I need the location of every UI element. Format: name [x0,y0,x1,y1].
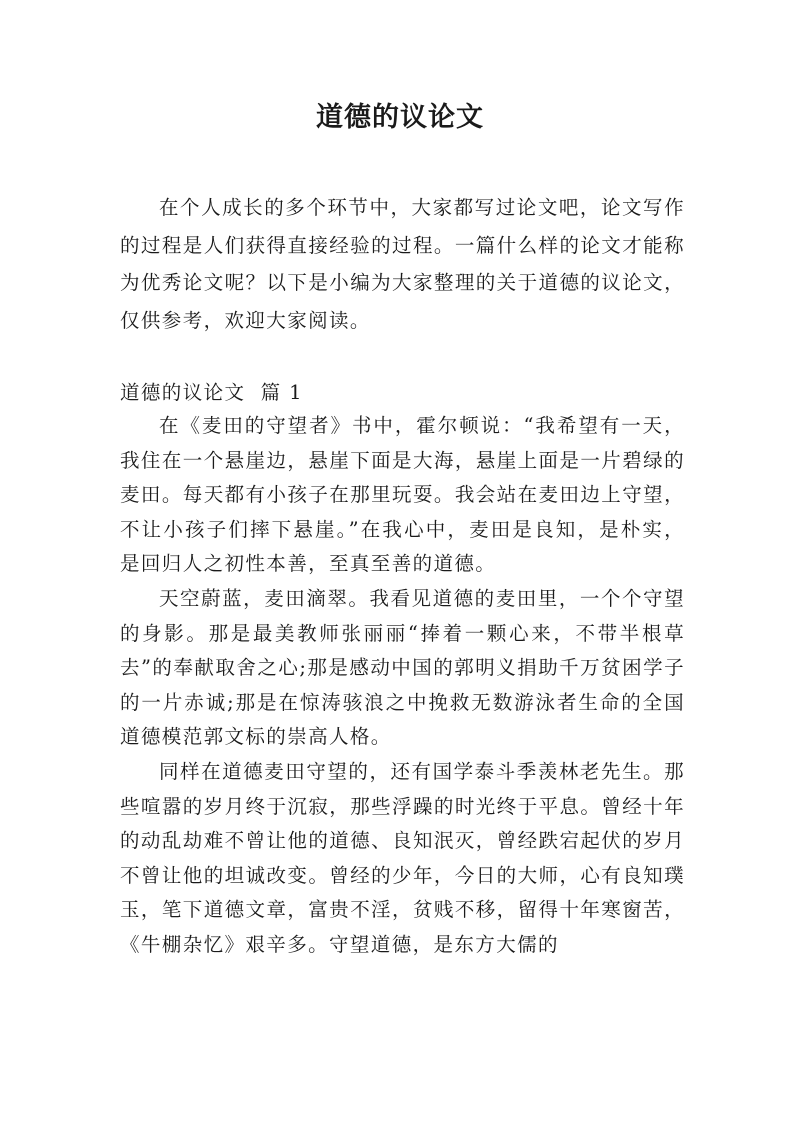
article-section [120,376,685,963]
article-paragraph-1: 在《麦田的守望者》书中，霍尔顿说：“我希望有一天，我住在一个悬崖边，悬崖下面是大海，悬崖上面是一片碧绿的麦田。每天都有小孩子在那里玩耍。我会站在麦田边上守望，不让小孩子们摔下悬崖。”在我心中，麦田是良知，是朴实，是回归人之初性本善，至真至善的道德。 [120,414,685,576]
document-title: 道德的议论文 [316,102,484,133]
article-paragraph-3: 同样在道德麦田守望的，还有国学泰斗季羡林老先生。那些喧嚣的岁月终于沉寂，那些浮躁的时光终于平息。曾经十年的动乱劫难不曾让他的道德、良知泯灭，曾经跌宕起伏的岁月不曾让他的坦诚改变。曾经的少年，今日的大师，心有良知璞玉，笔下道德文章，富贵不淫，贫贱不移，留得十年寒窗苦，《牛棚杂忆》艰辛多。守望道德，是东方大儒的 [120,759,685,956]
intro-paragraph: 在个人成长的多个环节中，大家都写过论文吧，论文写作的过程是人们获得直接经验的过程。一篇什么样的论文才能称为优秀论文呢？以下是小编为大家整理的关于道德的议论文，仅供参考，欢迎大家阅读。 [120,196,685,332]
article-paragraph-2: 天空蔚蓝，麦田滴翠。我看见道德的麦田里，一个个守望的身影。那是最美教师张丽丽“捧着一颗心来，不带半根草去”的奉献取舍之心;那是感动中国的郭明义捐助千万贫困学子的一片赤诚;那是在惊涛骇浪之中挽救无数游泳者生命的全国道德模范郭文标的崇高人格。 [120,586,685,749]
intro-block [120,189,685,339]
section-heading: 道德的议论文 篇 1 [120,381,303,404]
